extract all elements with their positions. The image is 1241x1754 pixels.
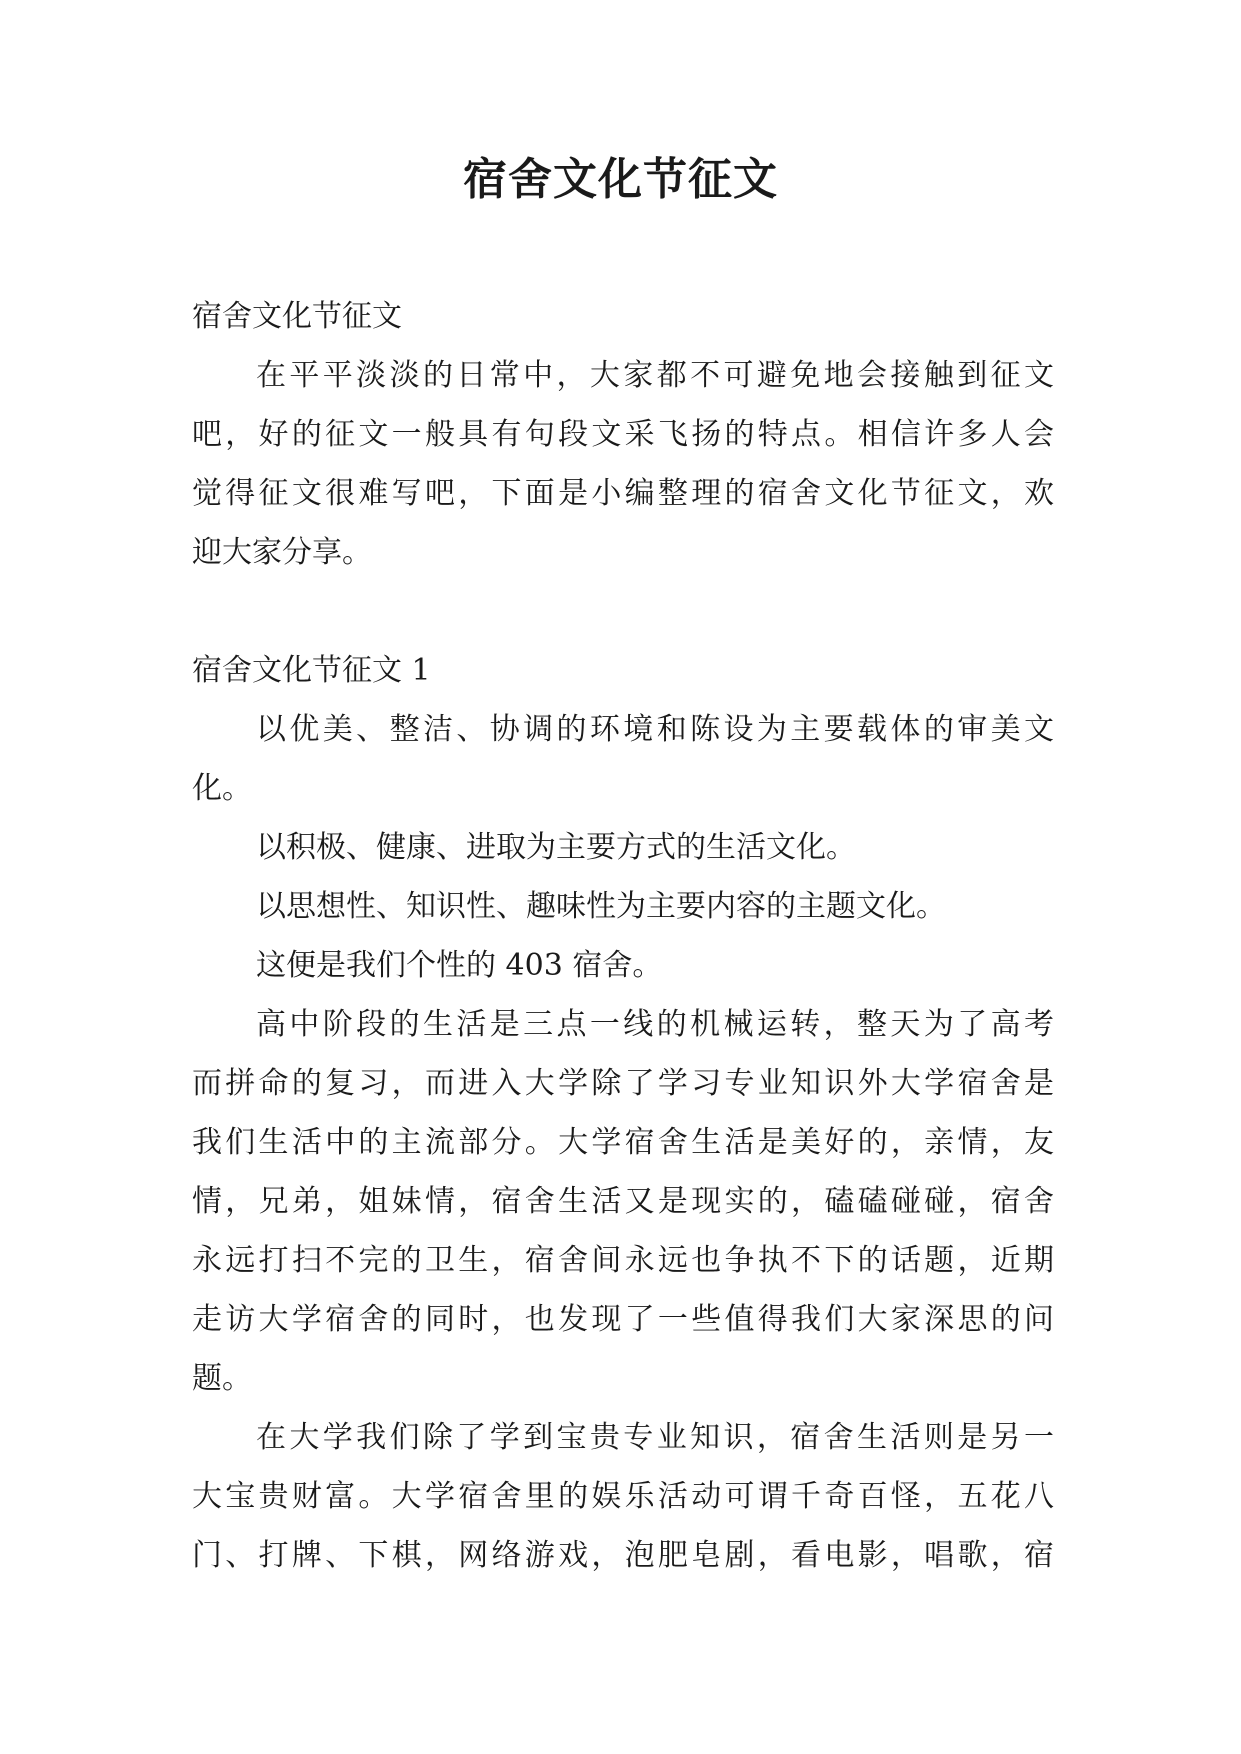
document-heading: 宿舍文化节征文 (192, 299, 402, 334)
intro-line-4: 迎大家分享。 (192, 535, 372, 570)
document-body (192, 287, 1054, 1585)
section1-p6-line-2: 大宝贵财富。大学宿舍里的娱乐活动可谓千奇百怪，五花八 (192, 1479, 1054, 1514)
section1-p4: 这便是我们个性的 403 宿舍。 (256, 948, 663, 983)
paragraph-gap (192, 582, 1054, 641)
section1-p5-line-4: 情，兄弟，姐妹情，宿舍生活又是现实的，磕磕碰碰，宿舍 (192, 1184, 1054, 1219)
section1-p5-line-3: 我们生活中的主流部分。大学宿舍生活是美好的，亲情，友 (192, 1125, 1054, 1160)
intro-line-1: 在平平淡淡的日常中，大家都不可避免地会接触到征文 (256, 358, 1054, 393)
section1-p1-line-2: 化。 (192, 771, 252, 806)
section1-p5-line-1: 高中阶段的生活是三点一线的机械运转，整天为了高考 (256, 1007, 1054, 1042)
document-title: 宿舍文化节征文 (463, 154, 778, 205)
section1-p2: 以积极、健康、进取为主要方式的生活文化。 (256, 830, 856, 865)
intro-line-2: 吧，好的征文一般具有句段文采飞扬的特点。相信许多人会 (192, 417, 1054, 452)
section1-p5-line-2: 而拼命的复习，而进入大学除了学习专业知识外大学宿舍是 (192, 1066, 1054, 1101)
section1-p5-line-6: 走访大学宿舍的同时，也发现了一些值得我们大家深思的问 (192, 1302, 1054, 1337)
section1-p6-line-1: 在大学我们除了学到宝贵专业知识，宿舍生活则是另一 (256, 1420, 1054, 1455)
section1-p5-line-7: 题。 (192, 1361, 252, 1396)
section1-p1-line-1: 以优美、整洁、协调的环境和陈设为主要载体的审美文 (256, 712, 1054, 747)
section1-p3: 以思想性、知识性、趣味性为主要内容的主题文化。 (256, 889, 946, 924)
section1-heading: 宿舍文化节征文 1 (192, 653, 431, 688)
section1-p5-line-5: 永远打扫不完的卫生，宿舍间永远也争执不下的话题，近期 (192, 1243, 1054, 1278)
intro-line-3: 觉得征文很难写吧，下面是小编整理的宿舍文化节征文，欢 (192, 476, 1054, 511)
section1-p6-line-3: 门、打牌、下棋，网络游戏，泡肥皂剧，看电影，唱歌，宿 (192, 1538, 1054, 1573)
